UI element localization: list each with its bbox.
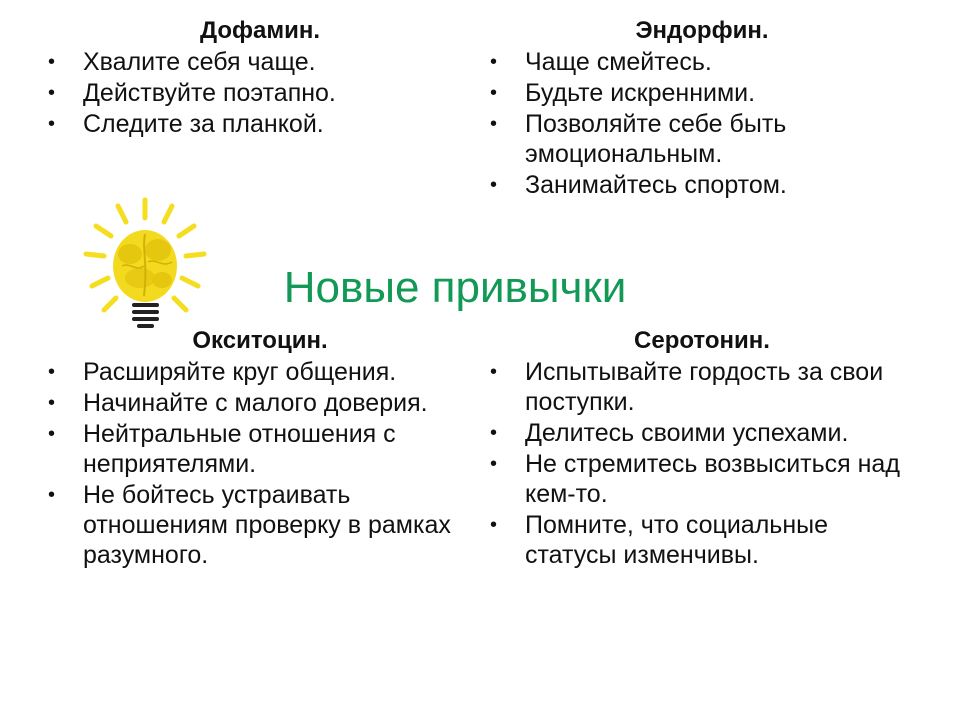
bullet-icon: •: [490, 51, 498, 73]
item-list: [482, 357, 922, 570]
item-list: [482, 47, 922, 200]
list-item: • Действуйте поэтапно.: [48, 79, 336, 107]
list-item: • Позволяйте себе быть эмоциональным.: [490, 110, 787, 168]
oxytocin-section: [40, 326, 480, 571]
endorphin-section: [482, 16, 922, 201]
center-title: Новые привычки: [283, 263, 627, 312]
list-item: • Чаще смейтесь.: [490, 48, 712, 76]
lightbulb-brain-icon: [82, 192, 212, 337]
list-item: • Не стремитесь возвыситься над кем-то.: [490, 450, 900, 508]
bullet-icon: •: [490, 453, 498, 475]
serotonin-section: [482, 326, 922, 571]
list-item: • Занимайтесь спортом.: [490, 171, 787, 199]
list-item: • Будьте искренними.: [490, 79, 756, 107]
brain-shape: [113, 230, 177, 302]
bullet-icon: •: [48, 51, 56, 73]
bullet-icon: •: [48, 484, 56, 506]
list-item: • Начинайте с малого доверия.: [48, 389, 428, 417]
bullet-icon: •: [48, 392, 56, 414]
list-item: • Помните, что социальные статусы изменчивы.: [490, 511, 829, 569]
item-list: [40, 47, 480, 139]
list-item: • Испытывайте гордость за свои поступки.: [490, 358, 884, 416]
section-title: Эндорфин.: [635, 17, 769, 44]
section-title: Серотонин.: [634, 327, 770, 354]
list-item: • Следите за планкой.: [48, 110, 324, 138]
bullet-icon: •: [48, 423, 56, 445]
bullet-icon: •: [48, 82, 56, 104]
section-title: Окситоцин.: [192, 327, 328, 354]
bullet-icon: •: [490, 174, 498, 196]
list-item: • Делитесь своими успехами.: [490, 419, 849, 447]
bullet-icon: •: [490, 422, 498, 444]
bullet-icon: •: [48, 361, 56, 383]
item-list: [40, 357, 480, 570]
bullet-icon: •: [490, 82, 498, 104]
bullet-icon: •: [48, 113, 56, 135]
section-title: Дофамин.: [199, 17, 321, 44]
bullet-icon: •: [490, 361, 498, 383]
bullet-icon: •: [490, 514, 498, 536]
bullet-icon: •: [490, 113, 498, 135]
bulb-base: [132, 303, 159, 328]
list-item: • Расширяйте круг общения.: [48, 358, 397, 386]
dopamine-section: [40, 16, 480, 140]
list-item: • Не бойтесь устраивать отношениям проверку в рамках разумного.: [48, 481, 451, 569]
list-item: • Хвалите себя чаще.: [48, 48, 316, 76]
list-item: • Нейтральные отношения с неприятелями.: [48, 420, 396, 478]
